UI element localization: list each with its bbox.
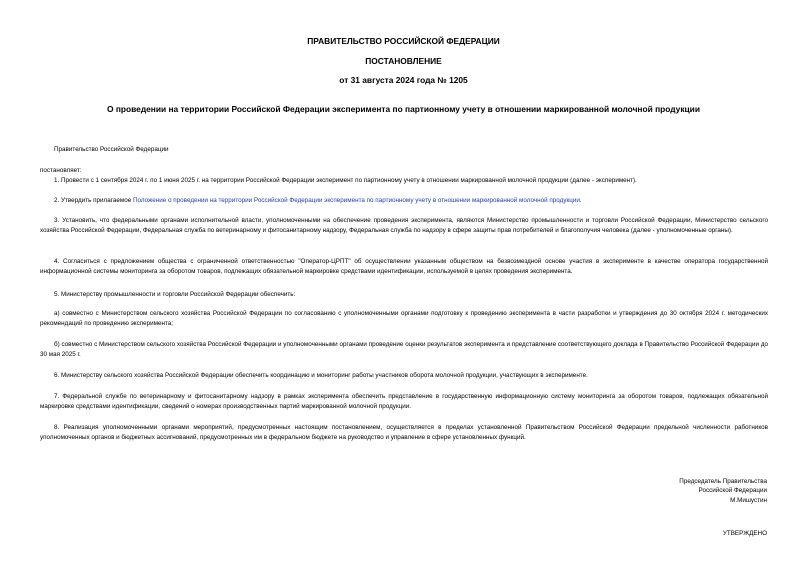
paragraph-5a: а) совместно с Министерством сельского хозяйства Российской Федерации по согласованию с уполномоченными органами подготовку к проведению эксперимента в части разработки и утверждения до 30 октября 2024 г. методических рекомендаций по проведению эксперимента; — [40, 310, 768, 327]
paragraph-8: 8. Реализация уполномоченными органами мероприятий, предусмотренных настоящим постановлением, осуществляется в пределах установленной Правительством Российской Федерации предельной численности работников уполномоченных органов и бюджетных ассигнований, предусмотренных им в федеральном бюджете на руководство и управление в сфере установленных функций. — [40, 424, 768, 441]
paragraph-4: 4. Согласиться с предложением общества с ограниченной ответственностью "Оператор-ЦРПТ" об осуществлении указанным обществом на безвозмездной основе участия в эксперименте в качестве оператора государственной информационной системы мониторинга за оборотом товаров, подлежащих обязательной маркировке средствами идентификации, используемой в целях проведения эксперимента. — [40, 258, 768, 275]
signature-title-line-2: Российской Федерации — [698, 487, 767, 494]
government-heading: ПРАВИТЕЛЬСТВО РОССИЙСКОЙ ФЕДЕРАЦИИ — [307, 36, 500, 46]
paragraph-2-prefix: 2. Утвердить прилагаемое — [54, 197, 133, 204]
paragraph-5: 5. Министерству промышленности и торговли Российской Федерации обеспечить: — [54, 291, 296, 298]
paragraph-2-suffix: . — [579, 197, 582, 204]
paragraph-2 — [40, 196, 582, 206]
regulation-link[interactable]: Положение о проведении на территории Российской Федерации эксперимента по партионному учету в отношении маркированной молочной продукции — [132, 197, 580, 204]
signature-title-line-1: Председатель Правительства — [679, 478, 767, 485]
document-title: О проведении на территории Российской Федерации эксперимента по партионному учету в отношении маркированной молочной продукции — [107, 104, 700, 114]
date-and-number: от 31 августа 2024 года № 1205 — [339, 75, 468, 85]
signatory-name: М.Мишустин — [730, 497, 767, 504]
decree-word: постановляет: — [40, 167, 82, 174]
preamble: Правительство Российской Федерации — [54, 146, 169, 153]
paragraph-3: 3. Установить, что федеральными органами исполнительной власти, уполномоченными на обеспечение проведения эксперимента, являются Министерство промышленности и торговли Российской Федерации, Министерство сельского хозяйства Российской Федерации, Федеральная служба по ветеринарному и фитосанитарному надзору, Федеральная служба по надзору в сфере защиты прав потребителей и благополучия человека (далее - уполномоченные органы). — [40, 217, 768, 234]
paragraph-1: 1. Провести с 1 сентября 2024 г. по 1 июня 2025 г. на территории Российской Федерации эксперимент по партионному учету в отношении маркированной молочной продукции (далее - эксперимент). — [54, 177, 637, 184]
paragraph-6: 6. Министерству сельского хозяйства Российской Федерации обеспечить координацию и мониторинг работы участников оборота молочной продукции, участвующих в эксперименте. — [54, 372, 588, 379]
approved-stamp: УТВЕРЖДЕНО — [722, 530, 767, 537]
paragraph-5b: б) совместно с Министерством сельского хозяйства Российской Федерации и уполномоченными органами проведение оценки результатов эксперимента и представление соответствующего доклада в Правительство Российской Федерации до 30 мая 2025 г. — [40, 341, 768, 358]
document-type: ПОСТАНОВЛЕНИЕ — [365, 56, 442, 66]
paragraph-7: 7. Федеральной службе по ветеринарному и фитосанитарному надзору в рамках эксперимента обеспечить представление в государственную информационную систему мониторинга за оборотом товаров, подлежащих обязательной маркировке средствами идентификации, сведений о номерах производственных партий маркированной молочной продукции. — [40, 393, 768, 410]
